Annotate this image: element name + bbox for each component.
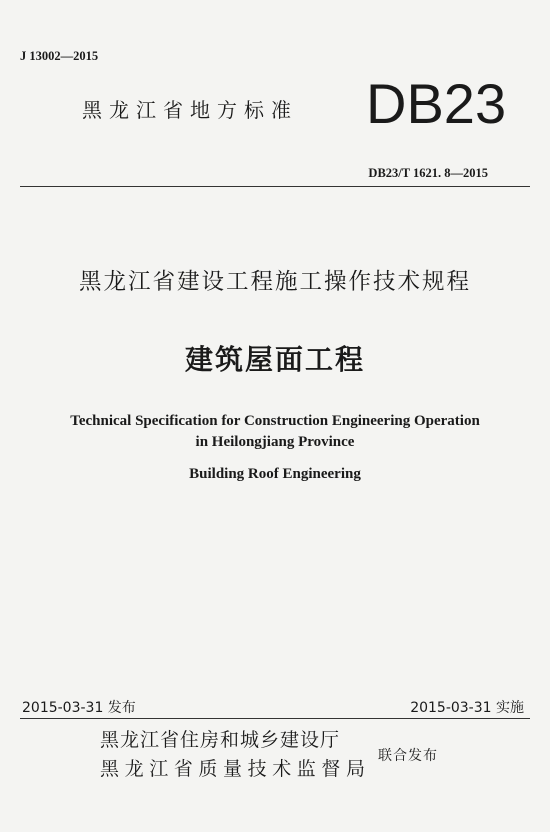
top-divider — [20, 186, 530, 187]
issuing-authorities — [100, 726, 371, 784]
series-title-cn: 黑龙江省建设工程施工操作技术规程 — [78, 269, 471, 295]
series-title-en-line2: in Heilongjiang Province — [195, 434, 355, 450]
series-title-en-line1: Technical Specification for Construction Engineering Operation — [70, 413, 480, 429]
joint-issue-label: 联合发布 — [378, 748, 438, 764]
issuer-quality-bureau: 黑龙江省质量技术监督局 — [100, 758, 371, 780]
main-title-en: Building Roof Engineering — [189, 466, 361, 482]
issue-date: 2015-03-31 发布 — [22, 700, 136, 716]
main-title-cn: 建筑屋面工程 — [184, 343, 365, 376]
standard-type-label: 黑龙江省地方标准 — [82, 98, 298, 122]
standard-number: DB23/T 1621. 8—2015 — [368, 166, 488, 180]
record-number: J 13002—2015 — [20, 49, 99, 63]
issuer-housing-dept: 黑龙江省住房和城乡建设厅 — [100, 729, 341, 751]
implementation-date: 2015-03-31 实施 — [410, 700, 524, 716]
db-code: DB23 — [366, 72, 507, 135]
bottom-divider — [20, 718, 530, 719]
series-title-en — [0, 411, 550, 453]
